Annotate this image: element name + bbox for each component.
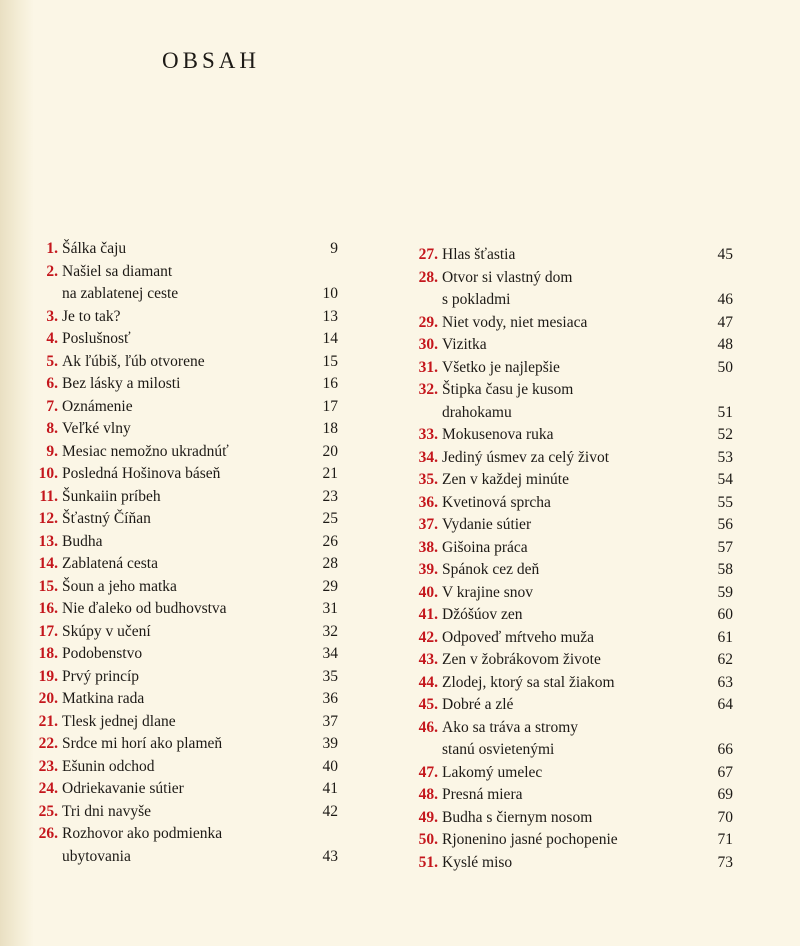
toc-entry-number: 32. [418, 381, 438, 398]
toc-entry-line [28, 508, 338, 531]
toc-entry-line [408, 807, 733, 830]
toc-entry-title: Srdce mi horí ako plameň [62, 735, 223, 752]
toc-entry-line [408, 829, 733, 852]
toc-entry-number: 21. [38, 712, 58, 730]
toc-entry-title: Hlas šťastia [442, 246, 516, 263]
toc-entry-page: 13 [322, 307, 338, 325]
toc-entry-line [28, 688, 338, 711]
toc-entry-number: 43. [418, 651, 438, 668]
toc-entry-title: Posledná Hošinova báseň [62, 465, 221, 482]
toc-entry-line [408, 289, 733, 312]
toc-entry-line [408, 627, 733, 650]
toc-entry-page: 20 [322, 442, 338, 460]
toc-entry-title: Rjonenino jasné pochopenie [442, 831, 618, 848]
toc-entry-line [408, 402, 733, 425]
toc-entry-page: 35 [322, 667, 338, 685]
toc-entry-title: Gišoina práca [442, 538, 528, 556]
toc-entry-page: 47 [717, 313, 733, 331]
toc-entry-number: 2. [46, 262, 58, 280]
toc-entry-line [408, 244, 733, 267]
toc-entry-number: 40. [418, 583, 438, 601]
toc-entry-page: 62 [717, 651, 733, 668]
toc-entry [28, 778, 338, 801]
toc-entry-title: Ešunin odchod [62, 757, 155, 775]
toc-entry [408, 244, 733, 267]
toc-entry [28, 463, 338, 486]
toc-entry-page: 71 [717, 831, 733, 848]
toc-entry [28, 418, 338, 441]
toc-entry-page: 37 [322, 712, 338, 730]
toc-entry-number: 4. [46, 330, 58, 347]
toc-entry [28, 823, 338, 868]
toc-entry [408, 312, 733, 335]
toc-entry-title: Niet vody, niet mesiaca [442, 313, 588, 331]
toc-entry-line [28, 778, 338, 801]
toc-entry-title: Prvý princíp [62, 667, 140, 685]
toc-entry-page: 55 [717, 493, 733, 511]
toc-entry-page: 40 [322, 757, 338, 775]
toc-entry-title: stanú osvietenými [442, 741, 555, 758]
toc-entry-title: Mokusenova ruka [442, 426, 554, 443]
toc-entry-line [408, 784, 733, 807]
toc-entry-title: Zen v žobrákovom živote [442, 651, 601, 668]
toc-entry [28, 486, 338, 509]
toc-entry-number: 16. [38, 600, 58, 617]
toc-entry-number: 27. [418, 246, 438, 263]
toc-entry-title: Našiel sa diamant [62, 262, 173, 280]
toc-entry-line [28, 666, 338, 689]
toc-entry-page: 50 [717, 358, 733, 376]
toc-entry [408, 807, 733, 830]
toc-entry [28, 576, 338, 599]
toc-entry-page: 9 [330, 240, 338, 257]
toc-entry [408, 267, 733, 312]
toc-entry-title: Oznámenie [62, 397, 133, 415]
toc-entry-line [28, 283, 338, 306]
toc-entry [28, 666, 338, 689]
toc-entry-title: Budha [62, 532, 103, 550]
toc-entry-number: 20. [38, 690, 58, 707]
toc-entry-number: 1. [46, 240, 58, 257]
toc-entry-line [408, 672, 733, 695]
toc-column-left [28, 238, 338, 868]
toc-entry-number: 39. [418, 561, 438, 578]
toc-entry-number: 13. [38, 532, 58, 550]
toc-entry-page: 42 [322, 802, 338, 820]
toc-entry-title: Budha s čiernym nosom [442, 808, 593, 826]
toc-entry-line [408, 334, 733, 357]
toc-entry-title: Vizitka [442, 336, 487, 353]
toc-entry-page: 23 [322, 487, 338, 505]
toc-entry-number: 38. [418, 538, 438, 556]
toc-entry-page: 43 [322, 847, 338, 865]
toc-entry-page: 60 [717, 606, 733, 623]
toc-entry-line [408, 694, 733, 717]
toc-entry-title: Ako sa tráva a stromy [442, 718, 579, 736]
toc-entry-page: 53 [717, 448, 733, 466]
toc-entry-page: 29 [322, 577, 338, 595]
toc-entry-number: 19. [38, 667, 58, 685]
toc-entry-page: 66 [717, 741, 733, 758]
toc-entry-line [408, 424, 733, 447]
toc-entry-page: 45 [717, 246, 733, 263]
toc-entry-title: Štipka času je kusom [442, 381, 574, 398]
toc-entry-number: 30. [418, 336, 438, 353]
toc-entry-number: 47. [418, 763, 438, 781]
toc-entry-title: Zen v každej minúte [442, 471, 569, 488]
toc-entry-number: 11. [39, 487, 58, 505]
toc-entry-line [28, 306, 338, 329]
toc-entry-page: 67 [717, 763, 733, 781]
toc-entry [408, 357, 733, 380]
toc-entry-page: 57 [717, 538, 733, 556]
toc-entry [28, 508, 338, 531]
toc-entry-title: V krajine snov [442, 583, 533, 601]
toc-entry-number: 3. [46, 307, 58, 325]
toc-entry-number: 24. [38, 780, 58, 797]
toc-entry-number: 42. [418, 628, 438, 646]
toc-entry-page: 64 [717, 696, 733, 713]
toc-entry-line [28, 261, 338, 284]
toc-entry-line [408, 582, 733, 605]
toc-entry [28, 801, 338, 824]
toc-entry-title: Je to tak? [62, 307, 121, 325]
toc-entry-page: 58 [717, 561, 733, 578]
toc-entry-line [28, 643, 338, 666]
toc-entry-page: 18 [322, 420, 338, 437]
toc-entry-number: 31. [418, 358, 438, 376]
toc-entry [28, 328, 338, 351]
toc-entry-line [28, 621, 338, 644]
toc-entry [408, 559, 733, 582]
toc-entry-page: 51 [717, 403, 733, 421]
toc-entry-line [408, 762, 733, 785]
toc-entry-page: 34 [322, 645, 338, 662]
toc-entry-number: 45. [418, 696, 438, 713]
toc-entry [408, 852, 733, 875]
toc-entry [28, 598, 338, 621]
toc-entry [408, 694, 733, 717]
toc-entry-number: 6. [46, 375, 58, 392]
toc-entry-number: 48. [418, 786, 438, 803]
toc-entry-line [28, 733, 338, 756]
toc-entry-line [408, 559, 733, 582]
toc-entry [408, 604, 733, 627]
toc-entry-title: Zlodej, ktorý sa stal žiakom [442, 673, 615, 691]
toc-entry [28, 621, 338, 644]
toc-entry-title: Podobenstvo [62, 645, 143, 662]
toc-entry-page: 63 [717, 673, 733, 691]
toc-entry-number: 18. [38, 645, 58, 662]
toc-entry-title: Poslušnosť [62, 330, 131, 347]
toc-entry-page: 48 [717, 336, 733, 353]
toc-entry-line [28, 238, 338, 261]
toc-entry-line [408, 514, 733, 537]
toc-entry-title: Zablatená cesta [62, 555, 158, 572]
toc-entry-title: Tlesk jednej dlane [62, 712, 176, 730]
toc-entry-title: ubytovania [62, 847, 131, 865]
toc-entry-line [28, 463, 338, 486]
toc-entry [408, 447, 733, 470]
toc-entry-page: 41 [322, 780, 338, 797]
toc-entry-page: 14 [322, 330, 338, 347]
toc-entry [28, 531, 338, 554]
toc-entry-number: 23. [38, 757, 58, 775]
toc-entry [408, 492, 733, 515]
toc-entry [408, 784, 733, 807]
toc-entry-title: Vydanie sútier [442, 516, 532, 533]
toc-entry-title: Lakomý umelec [442, 763, 543, 781]
toc-entry-title: Kvetinová sprcha [442, 493, 551, 511]
toc-entry-line [408, 649, 733, 672]
toc-entry-number: 15. [38, 577, 58, 595]
toc-entry [28, 441, 338, 464]
toc-entry [28, 733, 338, 756]
page-title: OBSAH [162, 48, 260, 74]
toc-entry [408, 514, 733, 537]
toc-entry-page: 21 [322, 465, 338, 482]
toc-entry-page: 39 [322, 735, 338, 752]
toc-entry-line [28, 396, 338, 419]
toc-entry [28, 306, 338, 329]
toc-entry-title: Mesiac nemožno ukradnúť [62, 442, 229, 460]
toc-entry-title: Matkina rada [62, 690, 145, 707]
toc-entry-line [28, 351, 338, 374]
toc-entry-line [28, 711, 338, 734]
toc-entry-number: 9. [46, 442, 58, 460]
toc-entry [28, 396, 338, 419]
toc-entry-page: 17 [322, 397, 338, 415]
toc-entry-number: 44. [418, 673, 438, 691]
toc-entry-page: 54 [717, 471, 733, 488]
toc-entry-line [28, 823, 338, 846]
toc-entry-line [28, 531, 338, 554]
toc-entry-number: 37. [418, 516, 438, 533]
toc-entry-line [28, 441, 338, 464]
toc-entry-title: Nie ďaleko od budhovstva [62, 600, 227, 617]
toc-entry-number: 41. [418, 606, 438, 623]
toc-entry-number: 34. [418, 448, 438, 466]
toc-entry-number: 17. [38, 622, 58, 640]
toc-entry-line [28, 846, 338, 869]
toc-entry [408, 424, 733, 447]
toc-entry-number: 12. [38, 510, 58, 527]
toc-entry-page: 32 [322, 622, 338, 640]
toc-entry-line [408, 267, 733, 290]
toc-entry [28, 238, 338, 261]
toc-entry-number: 25. [38, 802, 58, 820]
toc-entry-page: 46 [717, 291, 733, 308]
toc-entry-title: Šoun a jeho matka [62, 577, 177, 595]
toc-entry-line [408, 312, 733, 335]
toc-entry-line [28, 756, 338, 779]
toc-entry-line [28, 598, 338, 621]
toc-entry-title: Odriekavanie sútier [62, 780, 184, 797]
toc-entry-title: s pokladmi [442, 291, 511, 308]
toc-entry-page: 26 [322, 532, 338, 550]
toc-entry-line [28, 553, 338, 576]
toc-entry [28, 553, 338, 576]
toc-entry-line [28, 486, 338, 509]
toc-entry-page: 52 [717, 426, 733, 443]
toc-entry-page: 73 [717, 853, 733, 871]
toc-entry-line [408, 537, 733, 560]
toc-entry-page: 36 [322, 690, 338, 707]
toc-entry [28, 756, 338, 779]
toc-entry-title: Ak ľúbiš, ľúb otvorene [62, 352, 205, 370]
toc-entry-number: 33. [418, 426, 438, 443]
toc-entry-title: Rozhovor ako podmienka [62, 825, 223, 842]
toc-entry-line [28, 801, 338, 824]
toc-entry-page: 59 [717, 583, 733, 601]
toc-entry-page: 16 [322, 375, 338, 392]
toc-entry-line [28, 373, 338, 396]
toc-entry-line [408, 357, 733, 380]
toc-entry [28, 711, 338, 734]
toc-entry-page: 15 [322, 352, 338, 370]
toc-entry-line [408, 604, 733, 627]
toc-entry [408, 672, 733, 695]
toc-entry-title: Odpoveď mŕtveho muža [442, 628, 595, 646]
toc-entry-number: 46. [418, 718, 438, 736]
toc-entry [408, 469, 733, 492]
toc-entry-number: 29. [418, 313, 438, 331]
toc-entry-number: 28. [418, 268, 438, 286]
toc-entry-page: 69 [717, 786, 733, 803]
toc-column-right [408, 244, 733, 874]
toc-entry-number: 8. [46, 420, 58, 437]
toc-entry-line [28, 418, 338, 441]
toc-entry-line [408, 739, 733, 762]
toc-entry-number: 22. [38, 735, 58, 752]
toc-entry [408, 829, 733, 852]
toc-entry-title: Šťastný Číňan [62, 510, 151, 527]
toc-entry-title: Spánok cez deň [442, 561, 540, 578]
toc-entry-line [408, 717, 733, 740]
toc-entry [408, 649, 733, 672]
toc-entry [408, 717, 733, 762]
toc-entry-page: 61 [717, 628, 733, 646]
toc-entry-number: 14. [38, 555, 58, 572]
toc-entry-line [408, 447, 733, 470]
toc-entry-number: 5. [46, 352, 58, 370]
toc-entry-title: Jediný úsmev za celý život [442, 448, 610, 466]
toc-entry-line [408, 379, 733, 402]
toc-entry [408, 334, 733, 357]
toc-entry-line [408, 852, 733, 875]
toc-entry-page: 25 [322, 510, 338, 527]
toc-entry-title: Tri dni navyše [62, 802, 151, 820]
toc-entry-title: Všetko je najlepšie [442, 358, 560, 376]
toc-entry-number: 36. [418, 493, 438, 511]
toc-entry-title: drahokamu [442, 403, 512, 421]
toc-entry-line [408, 492, 733, 515]
toc-entry-title: Veľké vlny [62, 420, 131, 437]
toc-entry-number: 51. [418, 853, 438, 871]
toc-entry [28, 643, 338, 666]
toc-entry-title: Skúpy v učení [62, 622, 151, 640]
toc-entry-title: Džóšúov zen [442, 606, 523, 623]
toc-entry [28, 261, 338, 306]
toc-entry-title: Dobré a zlé [442, 696, 514, 713]
toc-entry-title: na zablatenej ceste [62, 285, 179, 302]
toc-entry-title: Šunkaiin príbeh [62, 487, 161, 505]
toc-entry-line [408, 469, 733, 492]
toc-entry [408, 627, 733, 650]
toc-entry-title: Šálka čaju [62, 240, 127, 257]
toc-entry-number: 50. [418, 831, 438, 848]
toc-entry-title: Presná miera [442, 786, 523, 803]
toc-entry-page: 56 [717, 516, 733, 533]
toc-entry [408, 762, 733, 785]
toc-entry [28, 373, 338, 396]
toc-entry-number: 10. [38, 465, 58, 482]
toc-entry-title: Kyslé miso [442, 853, 513, 871]
toc-entry-page: 70 [717, 808, 733, 826]
toc-entry [408, 379, 733, 424]
toc-entry [28, 351, 338, 374]
toc-entry [408, 537, 733, 560]
toc-entry-number: 26. [38, 825, 58, 842]
toc-entry-line [28, 576, 338, 599]
toc-entry [28, 688, 338, 711]
toc-entry-line [28, 328, 338, 351]
toc-entry-number: 35. [418, 471, 438, 488]
toc-entry [408, 582, 733, 605]
toc-entry-title: Otvor si vlastný dom [442, 268, 573, 286]
toc-entry-page: 28 [322, 555, 338, 572]
toc-entry-title: Bez lásky a milosti [62, 375, 181, 392]
toc-entry-page: 31 [322, 600, 338, 617]
toc-entry-page: 10 [322, 285, 338, 302]
toc-entry-number: 7. [46, 397, 58, 415]
toc-entry-number: 49. [418, 808, 438, 826]
